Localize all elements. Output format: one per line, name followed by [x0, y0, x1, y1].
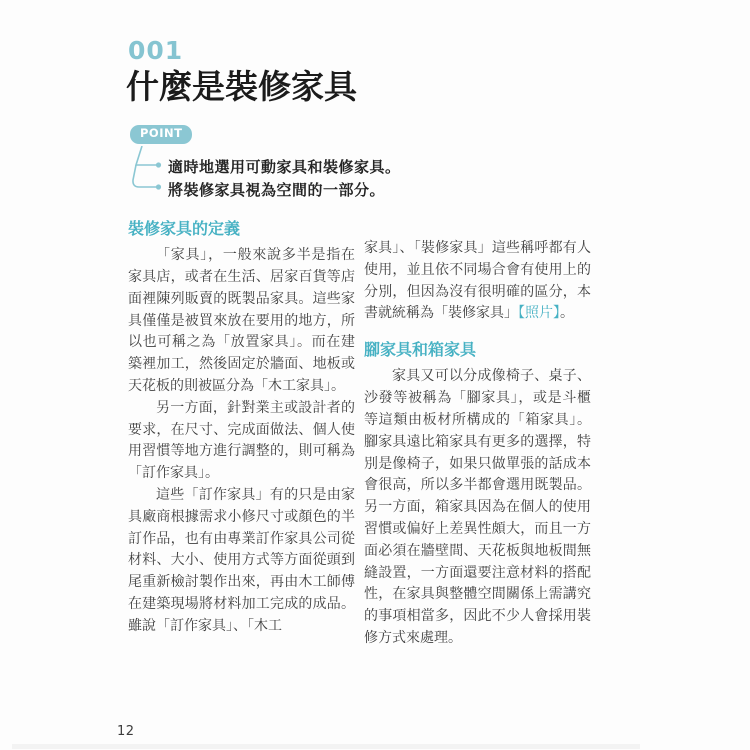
left-paragraph-2: 另一方面，針對業主或設計者的要求，在尺寸、完成面做法、個人使用習慣等地方進行調整的，則可稱為「訂作家具」。 [128, 399, 355, 482]
right-paragraph-1: 家具又可以分成像椅子、桌子、沙發等被稱為「腳家具」，或是斗櫃等這類由板材所構成的「箱家具」。腳家具遠比箱家具有更多的選擇，特別是像椅子，如果只做單張的話成本會很高，所以多半都會選用既製品。另一方面，箱家具因為在個人的使用習慣或偏好上差異性頗大，而且一方面必須在牆壁間、天花板與地板間無縫設置，一方面還要注意材料的搭配性，在家具與整體空間關係上需講究的事項相當多，因此不少人會採用裝修方式來處理。 [364, 368, 591, 646]
left-column [128, 219, 355, 638]
right-column [364, 238, 591, 650]
point-item-1: 適時地選用可動家具和裝修家具。 [168, 158, 401, 176]
photo-reference: 【照片】 [518, 305, 560, 322]
right-continuation-end: 。 [560, 305, 574, 322]
point-item-2: 將裝修家具視為空間的一部分。 [168, 181, 386, 199]
right-continuation-paragraph [364, 238, 591, 325]
left-paragraph-3: 這些「訂作家具」有的只是由家具廠商根據需求小修尺寸或顏色的半訂作品，也有由專業訂作家具公司從材料、大小、使用方式等方面從頭到尾重新檢討製作出來，再由木工師傅在建築現場將材料加工完成的成品。雖說「訂作家具」、「木工 [128, 486, 355, 634]
left-column-heading: 裝修家具的定義 [128, 219, 241, 238]
right-column-heading: 腳家具和箱家具 [364, 340, 477, 360]
right-continuation-text: 家具」、「裝修家具」這些稱呼都有人使用，並且依不同場合會有使用上的分別，但因為沒有很明確的區分，本書就統稱為「裝修家具」 [364, 240, 591, 322]
point-connector-lines-icon [130, 146, 170, 196]
page-title: 什麼是裝修家具 [126, 67, 357, 106]
left-paragraph-1: 「家具」，一般來說多半是指在家具店，或者在生活、居家百貨等店面裡陳列販賣的既製品家具。這些家具僅僅是被買來放在要用的地方，所以也可稱之為「放置家具」。而在建築裡加工，然後固定於牆面、地板或天花板的則被區分為「木工家具」。 [128, 247, 355, 394]
page-number: 12 [117, 724, 135, 739]
section-number: 001 [128, 36, 184, 65]
point-badge: POINT [130, 125, 192, 144]
scan-edge-artifact [12, 744, 640, 749]
